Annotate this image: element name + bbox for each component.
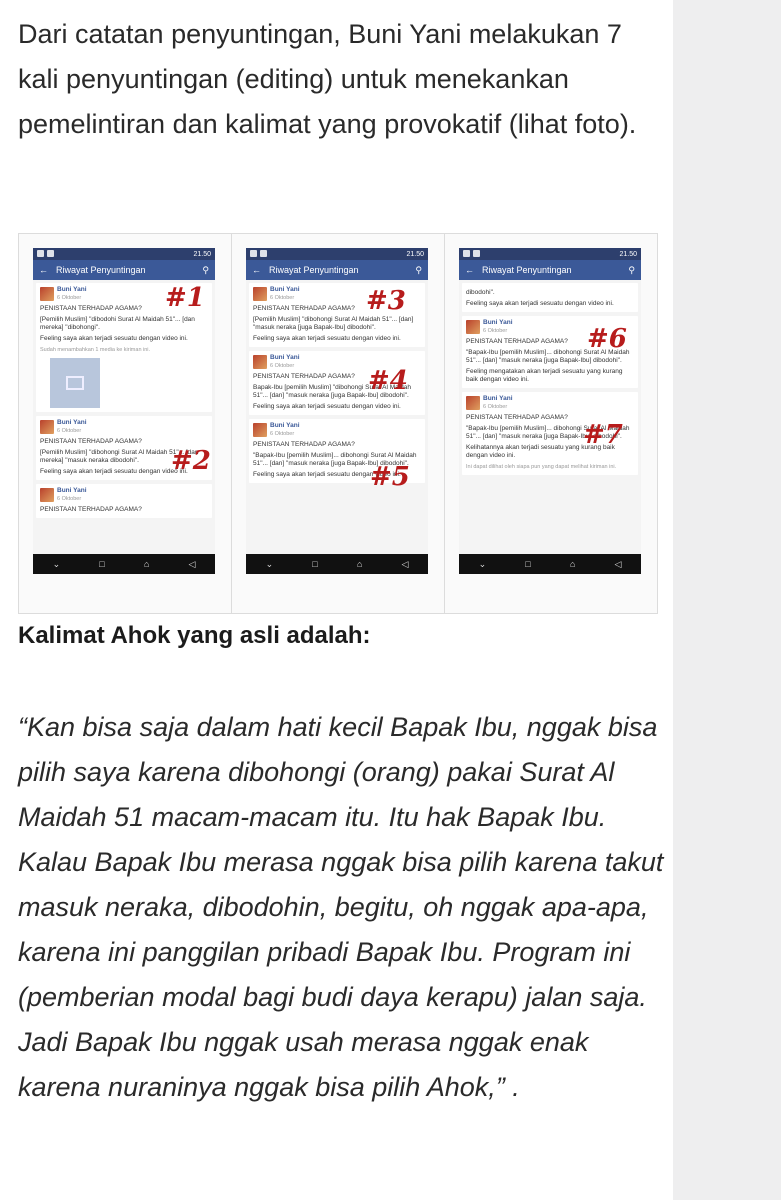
post-date: 6 Oktober — [483, 404, 508, 410]
post-body: Bapak-Ibu [pemilih Muslim] "dibohongi Surat Al Maidah 51"... [dan] "masuk neraka [juga Bapak-Ibu] dibodohi". — [253, 384, 412, 399]
chevron-down-icon: ⌄ — [52, 558, 61, 569]
status-time: 21.50 — [193, 250, 211, 258]
edit-number-mark: #4 — [368, 366, 408, 396]
search-icon: ⚲ — [415, 264, 422, 275]
post-date: 6 Oktober — [483, 328, 508, 334]
image-icon — [47, 250, 54, 257]
section-heading: Kalimat Ahok yang asli adalah: — [18, 622, 371, 649]
intro-paragraph: Dari catatan penyuntingan, Buni Yani melakukan 7 kali penyuntingan (editing) untuk menekankan pemelintiran dan kalimat yang provokatif (lihat foto). — [18, 19, 637, 139]
search-icon: ⚲ — [628, 264, 635, 275]
notification-icon — [250, 250, 257, 257]
post-body: "Bapak-Ibu [pemilih Muslim]... dibohongi Surat Al Maidah 51"... [dan] "masuk neraka [juga Bapak-Ibu] dibodohi". — [466, 425, 630, 440]
back-triangle-icon: ◁ — [401, 558, 409, 569]
post-feeling: Feeling saya akan terjadi sesuatu dengan video ini. — [40, 335, 188, 342]
status-time: 21.50 — [619, 250, 637, 258]
image-icon — [260, 250, 267, 257]
home-icon: ⌂ — [569, 559, 576, 569]
phone-screenshot — [246, 248, 428, 574]
post-feeling: Feeling saya akan terjadi sesuatu dengan video ini. — [253, 471, 401, 478]
app-bar — [246, 260, 428, 280]
gallery-photo-3[interactable] — [445, 234, 657, 613]
edit-history-feed — [246, 280, 428, 562]
edit-number-mark: #5 — [370, 462, 410, 492]
author-name: Buni Yani — [270, 354, 300, 361]
app-bar — [33, 260, 215, 280]
square-icon: □ — [99, 559, 105, 569]
edit-number-mark: #1 — [165, 283, 205, 313]
back-arrow-icon: ← — [39, 265, 48, 275]
post-date: 6 Oktober — [270, 363, 295, 369]
post-note: Ini dapat dilihat oleh siapa pun yang dapat melihat kiriman ini. — [466, 464, 617, 470]
square-icon: □ — [312, 559, 318, 569]
android-nav-bar — [459, 554, 641, 574]
phone-screenshot — [33, 248, 215, 574]
post-title: PENISTAAN TERHADAP AGAMA? — [40, 506, 142, 513]
avatar — [253, 287, 267, 301]
status-bar — [459, 248, 641, 260]
edit-entry — [462, 283, 638, 312]
author-name: Buni Yani — [57, 487, 87, 494]
post-body: dibodohi". — [466, 289, 495, 296]
back-triangle-icon: ◁ — [614, 558, 622, 569]
post-feeling: Kelihatannya akan terjadi sesuatu yang kurang baik dengan video ini. — [466, 444, 615, 459]
android-nav-bar — [33, 554, 215, 574]
avatar — [253, 355, 267, 369]
post-title: PENISTAAN TERHADAP AGAMA? — [466, 338, 568, 345]
post-title: PENISTAAN TERHADAP AGAMA? — [40, 305, 142, 312]
search-icon: ⚲ — [202, 264, 209, 275]
post-body: [Pemilih Muslim] "dibohongi Surat Al Maidah 51"... [dan] "masuk neraka [juga Bapak-Ibu] dibodohi". — [253, 316, 414, 331]
app-title: Riwayat Penyuntingan — [56, 265, 146, 275]
edit-number-mark: #3 — [366, 286, 406, 316]
author-name: Buni Yani — [57, 419, 87, 426]
page-sidebar-strip — [673, 0, 781, 1200]
post-body: "Bapak-Ibu [pemilih Muslim]... dibohongi Surat Al Maidah 51"... [dan] "masuk neraka [juga Bapak-Ibu] dibodohi". — [253, 452, 417, 467]
author-name: Buni Yani — [270, 286, 300, 293]
avatar — [40, 488, 54, 502]
back-arrow-icon: ← — [252, 265, 261, 275]
post-body: [Pemilih Muslim] "dibohongi Surat Al Maidah 51"... [dan mereka] "masuk neraka dibodohi". — [40, 449, 199, 464]
edit-number-mark: #6 — [587, 324, 627, 354]
photo-thumbnail — [50, 358, 100, 408]
post-date: 6 Oktober — [270, 295, 295, 301]
back-arrow-icon: ← — [465, 265, 474, 275]
quote-paragraph: “Kan bisa saja dalam hati kecil Bapak Ibu, nggak bisa pilih saya karena dibohongi (orang) pakai Surat Al Maidah 51 macam-macam itu. Itu hak Bapak Ibu. Kalau Bapak Ibu merasa nggak bisa pilih karena takut masuk neraka, dibodohin, begitu, oh nggak apa-apa, karena ini panggilan pribadi Bapak Ibu. Program ini (pemberian modal bagi budi daya kerapu) jalan saja. Jadi Bapak Ibu nggak usah merasa nggak enak karena nuraninya nggak bisa pilih Ahok,” . — [18, 712, 664, 1102]
post-feeling: Feeling saya akan terjadi sesuatu dengan video ini. — [253, 335, 401, 342]
back-triangle-icon: ◁ — [188, 558, 196, 569]
avatar — [466, 396, 480, 410]
status-bar — [246, 248, 428, 260]
gallery-photo-2[interactable] — [232, 234, 445, 613]
image-icon — [473, 250, 480, 257]
edit-entry — [36, 484, 212, 518]
post-body: [Pemilih Muslim] "dibodohi Surat Al Maidah 51"... [dan mereka] "dibohongi". — [40, 316, 195, 331]
phone-screenshot — [459, 248, 641, 574]
post-note: Sudah menambahkan 1 media ke kiriman ini. — [40, 347, 151, 353]
post-feeling: Feeling saya akan terjadi sesuatu dengan video ini. — [253, 403, 401, 410]
square-icon: □ — [525, 559, 531, 569]
post-date: 6 Oktober — [57, 428, 82, 434]
status-time: 21.50 — [406, 250, 424, 258]
author-name: Buni Yani — [270, 422, 300, 429]
app-title: Riwayat Penyuntingan — [269, 265, 359, 275]
avatar — [40, 420, 54, 434]
post-feeling: Feeling saya akan terjadi sesuatu dengan video ini. — [40, 468, 188, 475]
post-date: 6 Oktober — [270, 431, 295, 437]
post-date: 6 Oktober — [57, 295, 82, 301]
notification-icon — [37, 250, 44, 257]
post-title: PENISTAAN TERHADAP AGAMA? — [253, 373, 355, 380]
home-icon: ⌂ — [143, 559, 150, 569]
home-icon: ⌂ — [356, 559, 363, 569]
chevron-down-icon: ⌄ — [478, 558, 487, 569]
avatar — [466, 320, 480, 334]
avatar — [253, 423, 267, 437]
post-date: 6 Oktober — [57, 496, 82, 502]
post-title: PENISTAAN TERHADAP AGAMA? — [253, 441, 355, 448]
author-name: Buni Yani — [483, 319, 513, 326]
author-name: Buni Yani — [57, 286, 87, 293]
photo-icon — [66, 376, 84, 390]
author-name: Buni Yani — [483, 395, 513, 402]
edit-number-mark: #2 — [171, 446, 211, 476]
post-feeling: Feeling saya akan terjadi sesuatu dengan video ini. — [466, 300, 614, 307]
app-title: Riwayat Penyuntingan — [482, 265, 572, 275]
app-bar — [459, 260, 641, 280]
post-title: PENISTAAN TERHADAP AGAMA? — [466, 414, 568, 421]
status-bar — [33, 248, 215, 260]
avatar — [40, 287, 54, 301]
post-body: "Bapak-Ibu [pemilih Muslim]... dibohongi Surat Al Maidah 51"... [dan] "masuk neraka [juga Bapak-Ibu] dibodohi". — [466, 349, 630, 364]
photo-gallery — [18, 233, 658, 614]
post-title: PENISTAAN TERHADAP AGAMA? — [253, 305, 355, 312]
notification-icon — [463, 250, 470, 257]
android-nav-bar — [246, 554, 428, 574]
post-title: PENISTAAN TERHADAP AGAMA? — [40, 438, 142, 445]
edit-history-feed — [33, 280, 215, 562]
gallery-photo-1[interactable] — [19, 234, 232, 613]
edit-number-mark: #7 — [583, 420, 623, 450]
post-feeling: Feeling mengatakan akan terjadi sesuatu yang kurang baik dengan video ini. — [466, 368, 623, 383]
chevron-down-icon: ⌄ — [265, 558, 274, 569]
